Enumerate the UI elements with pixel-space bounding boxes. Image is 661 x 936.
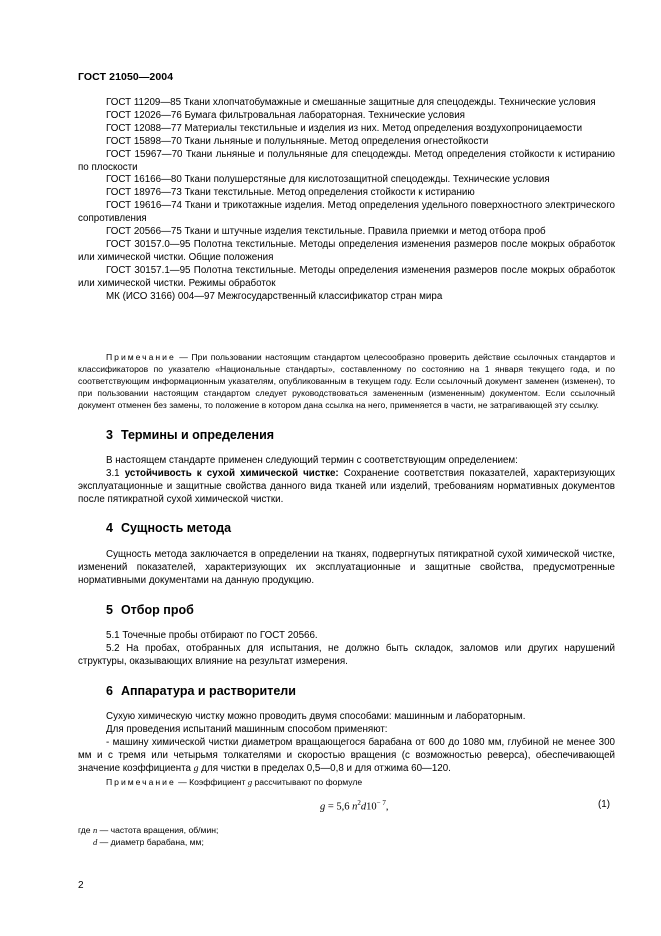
paragraph: В настоящем стандарте применен следующий термин с соответствующим определением: — [106, 455, 518, 466]
legend-symbol: d — [93, 837, 98, 847]
section-number: 6 — [106, 684, 113, 698]
section-title: Аппаратура и растворители — [120, 684, 296, 698]
section-heading-method — [106, 521, 231, 535]
term-definition — [78, 468, 615, 507]
formula-number: (1) — [598, 799, 610, 810]
note-references — [78, 352, 615, 412]
reference-item: ГОСТ 30157.1—95 Полотна текстильные. Методы определения изменения размеров после мокрых обработок или химической чистки. Режимы обработок — [78, 264, 615, 289]
legend-prefix: где — [78, 825, 93, 835]
reference-item: ГОСТ 15898—70 Ткани льняные и полульняные. Метод определения огнестойкости — [106, 135, 489, 147]
references-list — [78, 97, 615, 304]
formula-legend — [78, 824, 218, 848]
section-title: Отбор проб — [120, 603, 194, 617]
formula-var: n — [352, 801, 358, 813]
section-heading-equipment — [106, 684, 296, 698]
term-text: Сохранение соответствия показателей, характеризующих эксплуатационные и защитные свойства данного вида тканей или изделий, требованиям нормативных документов после пятикратной сухой химической чистки. — [78, 468, 615, 505]
note-formula — [106, 777, 362, 787]
paragraph: Для проведения испытаний машинным способом применяют: — [106, 724, 388, 735]
term-number: 3.1 — [106, 468, 125, 479]
section-title: Термины и определения — [120, 428, 275, 442]
reference-item: ГОСТ 15967—70 Ткани льняные и полульняные для спецодежды. Метод определения стойкости к истиранию по плоскости — [78, 148, 615, 173]
formula-part: = 5,6 — [325, 801, 353, 813]
formula-part: 10 — [366, 801, 377, 813]
reference-item: ГОСТ 19616—74 Ткани и трикотажные изделия. Метод определения удельного поверхностного электрического сопротивления — [78, 200, 615, 225]
formula-exp: − 7 — [376, 799, 386, 807]
legend-line — [78, 824, 218, 836]
variable: g — [193, 762, 199, 774]
legend-symbol: n — [92, 825, 98, 835]
formula-exp: 2 — [357, 799, 361, 807]
reference-item: ГОСТ 30157.0—95 Полотна текстильные. Методы определения изменения размеров после мокрых обработок или химической чистки. Общие положения — [78, 238, 615, 263]
section-number: 5 — [106, 603, 113, 617]
note-text: — Коэффициент — [175, 777, 248, 787]
reference-item: ГОСТ 16166—80 Ткани полушерстяные для кислотозащитной спецодежды. Технические условия — [106, 174, 550, 186]
legend-text: — частота вращения, об/мин; — [97, 825, 219, 835]
reference-item: ГОСТ 20566—75 Ткани и штучные изделия текстильные. Правила приемки и метод отбора проб — [106, 226, 546, 238]
paragraph — [78, 737, 615, 776]
section-title: Сущность метода — [120, 521, 232, 535]
formula-var: d — [360, 801, 367, 813]
reference-item: ГОСТ 12026—76 Бумага фильтровальная лабораторная. Технические условия — [106, 109, 465, 121]
note-text: рассчитывают по формуле — [252, 777, 363, 787]
reference-item: ГОСТ 18976—73 Ткани текстильные. Метод определения стойкости к истиранию — [106, 187, 475, 199]
section-number: 4 — [106, 521, 113, 535]
legend-line — [78, 836, 218, 848]
section-number: 3 — [106, 428, 113, 442]
reference-item: МК (ИСО 3166) 004—97 Межгосударственный классификатор стран мира — [106, 290, 443, 302]
paragraph: Сухую химическую чистку можно проводить двумя способами: машинным и лабораторным. — [106, 711, 526, 722]
section-heading-sampling — [106, 603, 194, 617]
note-lead: Примечание — [106, 352, 176, 362]
document-header: ГОСТ 21050—2004 — [78, 71, 174, 83]
term: устойчивость к сухой химической чистке: — [124, 468, 339, 479]
formula — [320, 799, 389, 813]
page-number: 2 — [78, 880, 84, 891]
legend-text: — диаметр барабана, мм; — [97, 837, 204, 847]
paragraph-text: для чистки в пределах 0,5—0,8 и для отжима 60—120. — [198, 762, 451, 774]
paragraph: Сущность метода заключается в определении на тканях, подвергнутых пятикратной сухой химической чистке, изменений показателей, характеризующих их эксплуатационные и защитные свойства, предусмотренные нормативными документами на данную продукцию. — [78, 549, 615, 586]
formula-part: , — [385, 801, 389, 813]
paragraph: 5.2 На пробах, отобранных для испытания, не должно быть складок, заломов или других нарушений структуры, оказывающих влияние на результат измерения. — [78, 643, 615, 667]
formula-var: g — [320, 801, 326, 813]
paragraph-text: - машину химической чистки диаметром вращающегося барабана от 600 до 1080 мм, глубиной не менее 300 мм и с тремя или четырьмя толкателями и скоростью вращения (с возможностью реверса), обеспечивающей значение коэффициента — [78, 737, 615, 774]
note-lead: Примечание — [106, 777, 176, 787]
section-heading-terms — [106, 428, 274, 442]
paragraph: 5.1 Точечные пробы отбирают по ГОСТ 20566. — [106, 630, 318, 641]
reference-item: ГОСТ 11209—85 Ткани хлопчатобумажные и смешанные защитные для спецодежды. Технические условия — [106, 97, 596, 108]
variable: g — [247, 777, 253, 787]
note-text: — При пользовании настоящим стандартом целесообразно проверить действие ссылочных стандартов и классификаторов по указателю «Национальные стандарты», составленному по состоянию на 1 января текущего года, и по соответствующим информационным указателям, опубликованным в текущем году. Если ссылочный документ заменен (изменен), то при пользовании настоящим стандартом следует руководствоваться замененным (измененным) документом. Если ссылочный документ отменен без замены, то положение в котором дана ссылка на него, применяется в части, не затрагивающей эту ссылку. — [78, 352, 615, 410]
reference-item: ГОСТ 12088—77 Материалы текстильные и изделия из них. Метод определения воздухопроницаемости — [106, 122, 583, 134]
